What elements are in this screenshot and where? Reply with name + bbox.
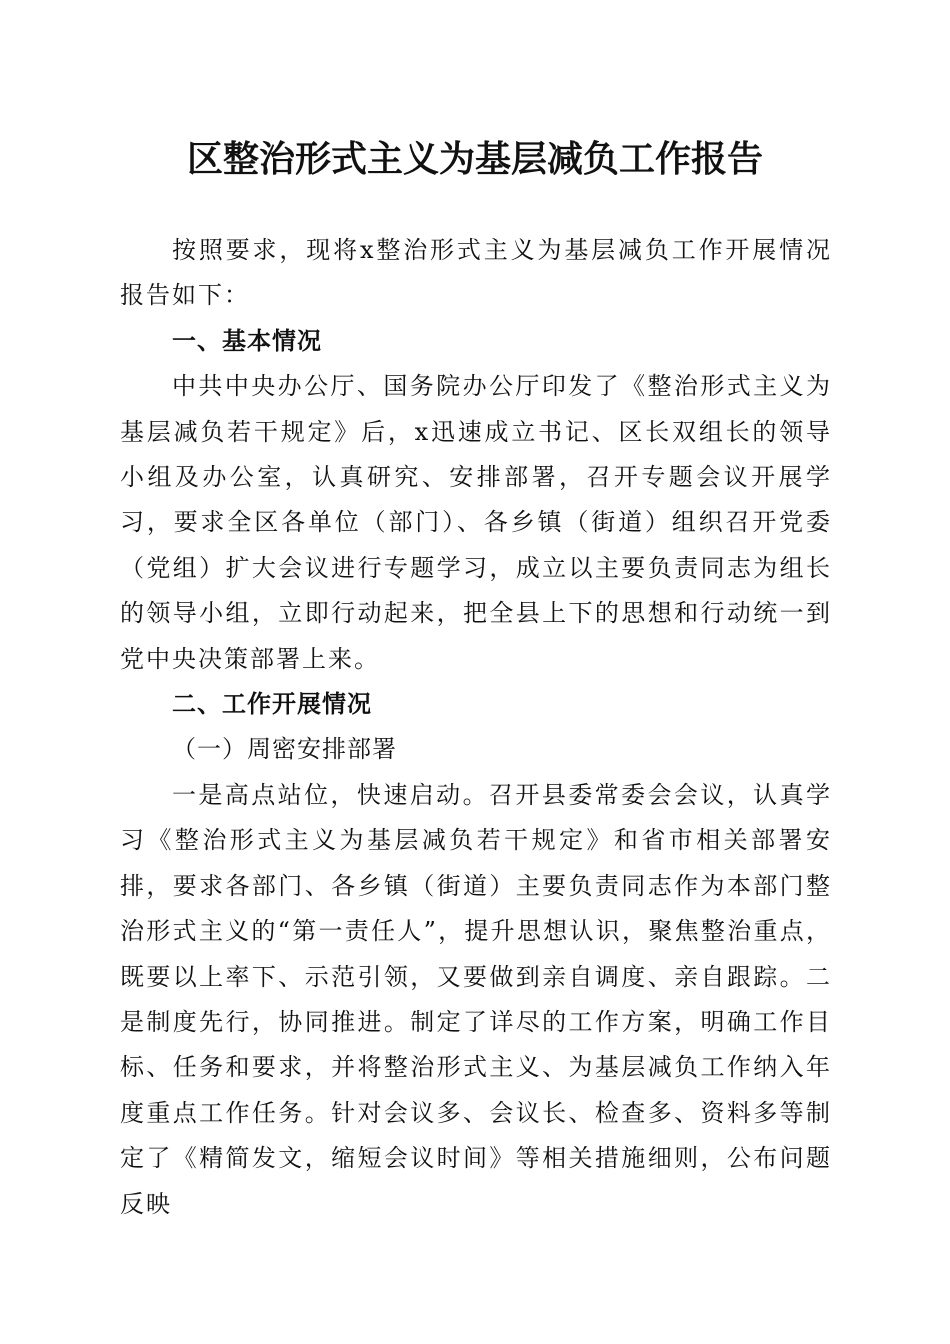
subsection-heading-arrangement: （一）周密安排部署: [172, 735, 397, 764]
basic-situation-paragraph: 中共中央办公厅、国务院办公厅印发了《整治形式主义为基层减负若干规定》后，x迅速成立书记、区长双组长的领导小组及办公室，认真研究、安排部署，召开专题会议开展学习，要求全区各单位（部门）、各乡镇（街道）组织召开党委（党组）扩大会议进行专题学习，成立以主要负责同志为组长的领导小组，立即行动起来，把全县上下的思想和行动统一到党中央决策部署上来。: [120, 372, 832, 673]
intro-paragraph: 按照要求，现将x整治形式主义为基层减负工作开展情况报告如下：: [120, 236, 832, 310]
document-body: [120, 228, 832, 1227]
document-title: 区整治形式主义为基层减负工作报告: [186, 139, 763, 180]
paragraph-lead-phrase: 一是高点站位，快速启动。: [172, 780, 489, 809]
section-heading-work-progress: 二、工作开展情况: [172, 690, 372, 719]
arrangement-paragraph: [120, 773, 832, 1227]
section-heading-basic-situation: 一、基本情况: [172, 326, 322, 355]
arrangement-paragraph-text: 召开县委常委会会议，认真学习《整治形式主义为基层减负若干规定》和省市相关部署安排，要求各部门、各乡镇（街道）主要负责同志作为本部门整治形式主义的“第一责任人”，提升思想认识，聚焦整治重点，既要以上率下、示范引领，又要做到亲自调度、亲自跟踪。二是制度先行，协同推进。制定了详尽的工作方案，明确工作目标、任务和要求，并将整治形式主义、为基层减负工作纳入年度重点工作任务。针对会议多、会议长、检查多、资料多等制定了《精简发文，缩短会议时间》等相关措施细则，公布问题反映: [120, 780, 832, 1218]
